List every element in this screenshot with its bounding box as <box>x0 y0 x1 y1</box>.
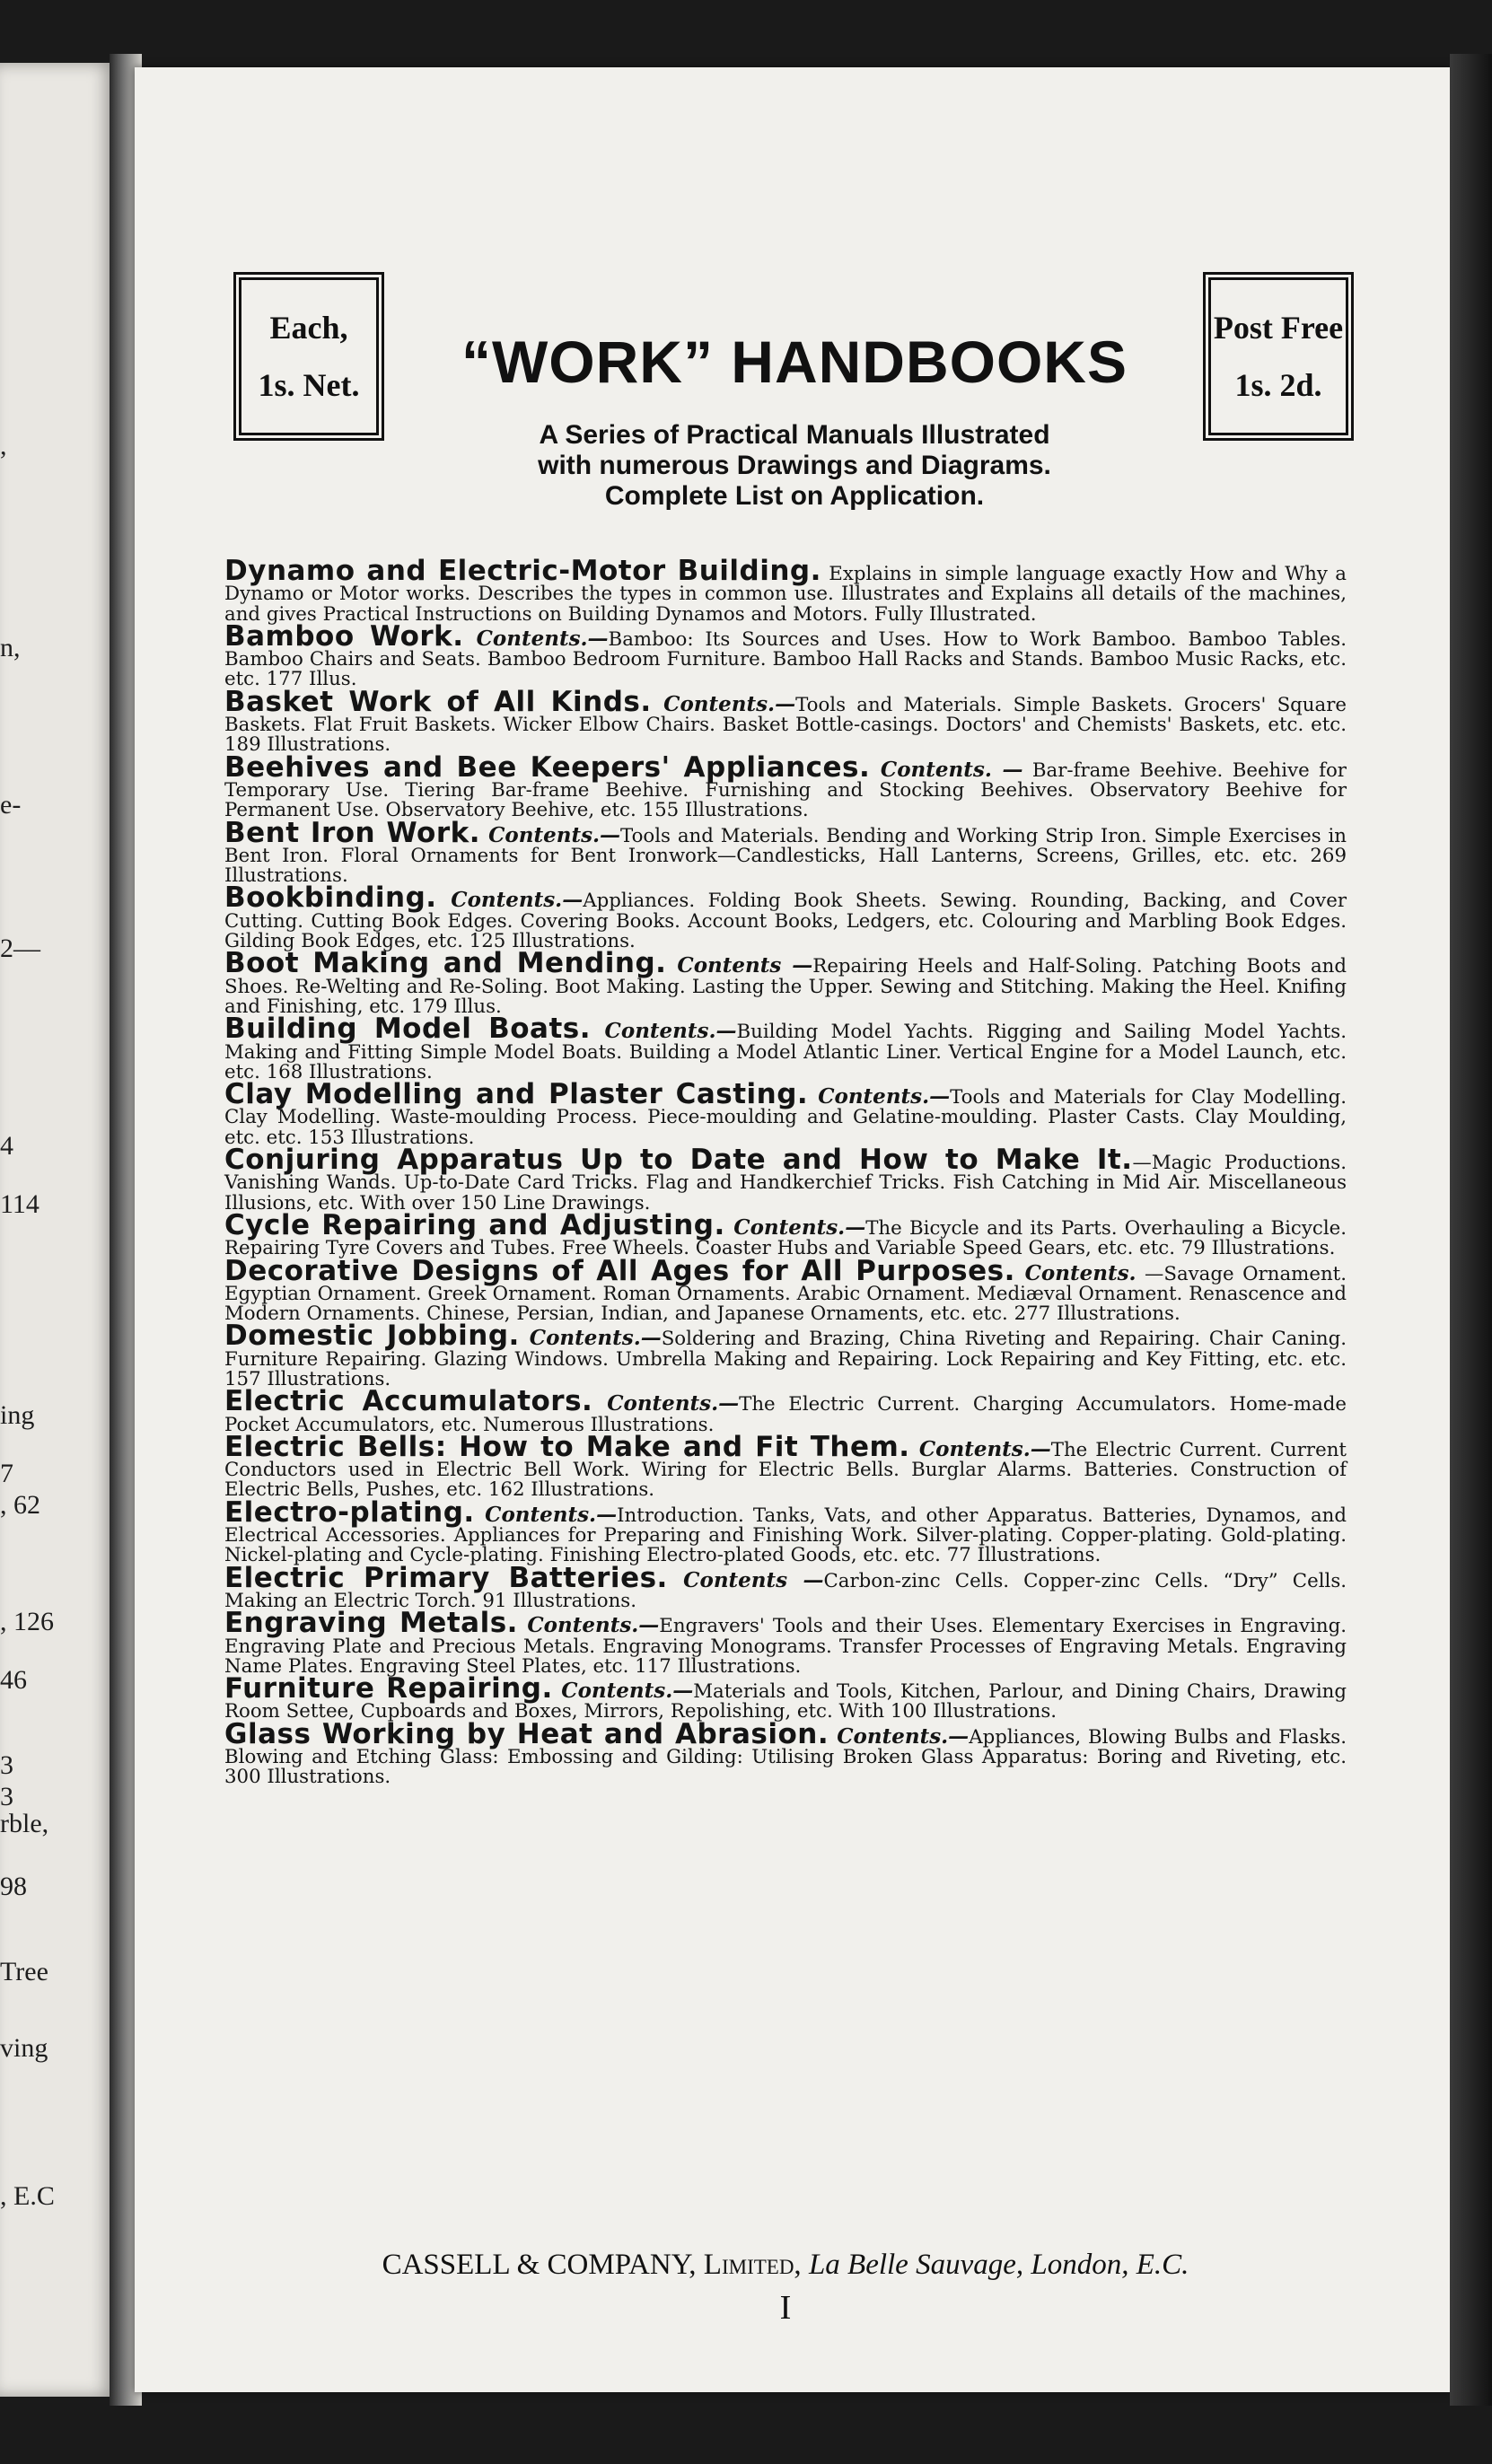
contents-label: Contents. — <box>870 757 1023 782</box>
handbook-description: Introduction. Tanks, Vats, and other Apparatus. Batteries, Dynamos, and Electrical Accessories. Appliances for Preparing and Finishing Work. Silver-plating. Copper-plating. Gold-plating. Nickel-plating and Cycle-plating. Finishing Electro-plated Goods, etc. etc. 77 Illustrations. <box>224 1504 1347 1567</box>
handbook-description: Tools and Materials for Clay Modelling. Clay Modelling. Waste-moulding Process. Piece-moulding and Gelatine-moulding. Plaster Casts. Clay Moulding, etc. etc. 153 Illustrations. <box>224 1086 1347 1149</box>
handbook-description: Materials and Tools, Kitchen, Parlour, and Dining Chairs, Drawing Room Settee, Cupboards and Boxes, Mirrors, Repolishing, etc. With 100 Illustrations. <box>224 1680 1347 1723</box>
right-edge-shadow <box>1450 54 1492 2406</box>
handbook-entry <box>224 1078 1347 1149</box>
price-box-post-line1: Post Free <box>1213 310 1344 346</box>
handbook-entry <box>224 1430 1347 1502</box>
handbook-title: Bookbinding. <box>224 881 437 915</box>
left-page-fragment: , 62 <box>0 1490 40 1520</box>
handbook-description: Bamboo: Its Sources and Uses. How to Work Bamboo. Bamboo Tables. Bamboo Chairs and Seats. Bamboo Bedroom Furniture. Bamboo Hall Racks and Stands. Bamboo Music Racks, etc. etc. 177 Illus. <box>224 627 1347 691</box>
left-page-fragment: rble, <box>0 1809 49 1838</box>
handbook-entry <box>224 555 1347 626</box>
contents-label: Contents.— <box>909 1436 1051 1461</box>
left-page-fragment: , 126 <box>0 1607 54 1636</box>
handbook-title: Furniture Repairing. <box>224 1672 553 1706</box>
handbook-title: Building Model Boats. <box>224 1013 592 1046</box>
subtitle-line1: A Series of Practical Manuals Illustrated <box>539 420 1050 450</box>
left-page-fragment: 46 <box>0 1665 27 1695</box>
contents-label: Contents.— <box>592 1391 740 1416</box>
handbook-list <box>224 555 1347 1790</box>
handbook-title: Clay Modelling and Plaster Casting. <box>224 1078 809 1111</box>
contents-label: Contents.— <box>436 888 584 913</box>
handbook-title: Domestic Jobbing. <box>224 1320 520 1353</box>
handbook-title: Electric Bells: How to Make and Fit Them. <box>224 1430 910 1463</box>
handbook-entry <box>224 816 1347 888</box>
contents-label: Contents.— <box>724 1214 866 1240</box>
subtitle-line2: with numerous Drawings and Diagrams. <box>538 451 1051 480</box>
handbook-description: Appliances. Folding Book Sheets. Sewing. Rounding, Backing, and Cover Cutting. Cutting Book Edges. Covering Books. Account Books, Ledgers, etc. Colouring and Marbling Book Edges. Gilding Book Edges, etc. 125 Illustrations. <box>224 890 1347 953</box>
contents-label: Contents. <box>1014 1260 1137 1285</box>
left-page-fragment: 3 <box>0 1750 13 1780</box>
handbook-description: Tools and Materials. Bending and Working Strip Iron. Simple Exercises in Bent Iron. Floral Ornaments for Bent Ironwork—Candlesticks, Hall Lanterns, Screens, Grilles, etc. etc. 269 Illustrations. <box>224 824 1347 888</box>
handbook-description: —Magic Productions. Vanishing Wands. Up-to-Date Card Tricks. Flag and Handkerchief Tricks. Fish Catching in Mid Air. Miscellaneous Illusions, etc. With over 150 Line Drawings. <box>224 1152 1347 1214</box>
contents-label: Contents — <box>667 1567 824 1592</box>
price-box-post-free <box>1203 272 1354 441</box>
left-page-fragment: ving <box>0 2033 48 2063</box>
handbook-title: Cycle Repairing and Adjusting. <box>224 1208 725 1241</box>
contents-label: Contents — <box>666 953 813 978</box>
publisher-limited: Limited, <box>703 2249 802 2281</box>
handbook-title: Basket Work of All Kinds. <box>224 685 652 718</box>
left-page-fragment: Tree <box>0 1957 48 1986</box>
handbook-description: Tools and Materials. Simple Baskets. Grocers' Square Baskets. Flat Fruit Baskets. Wicker Elbow Chairs. Basket Bottle-casings. Doctors' and Chemists' Baskets, etc. etc. 189 Illustrations. <box>224 693 1347 757</box>
handbook-title: Boot Making and Mending. <box>224 947 667 980</box>
page-number: I <box>779 2289 792 2327</box>
contents-label: Contents.— <box>651 691 796 716</box>
handbook-description: Appliances, Blowing Bulbs and Flasks. Blowing and Etching Glass: Embossing and Gilding: Utilising Broken Glass Apparatus: Boring and Riveting, etc. 300 Illustrations. <box>224 1725 1347 1789</box>
publisher-name: CASSELL & COMPANY, <box>382 2249 697 2281</box>
contents-label: Contents.— <box>474 1502 618 1527</box>
handbook-description: Engravers' Tools and their Uses. Elementary Exercises in Engraving. Engraving Plate and Precious Metals. Engraving Monograms. Transfer Processes of Engraving Metals. Engraving Name Plates. Engraving Steel Plates, etc. 117 Illustrations. <box>224 1615 1347 1678</box>
handbook-description: Building Model Yachts. Rigging and Sailing Model Yachts. Making and Fitting Simple Model Boats. Building a Model Atlantic Liner. Vertical Engine for a Model Launch, etc. etc. 168 Illustrations. <box>224 1021 1347 1083</box>
handbook-entry <box>224 881 1347 953</box>
handbook-entry <box>224 750 1347 822</box>
handbook-entry <box>224 1607 1347 1678</box>
handbook-entry <box>224 1208 1347 1260</box>
page-title: “WORK” HANDBOOKS <box>461 329 1128 395</box>
price-box-net <box>233 272 384 441</box>
handbook-title: Dynamo and Electric-Motor Building. <box>224 555 821 587</box>
handbook-title: Conjuring Apparatus Up to Date and How to Make It. <box>224 1144 1133 1177</box>
handbook-description: Soldering and Brazing, China Riveting and Repairing. Chair Caning. Furniture Repairing. Glazing Windows. Umbrella Making and Repairing. Lock Repairing and Key Fitting, etc. etc. 157 Illustrations. <box>224 1328 1347 1390</box>
page <box>135 67 1450 2392</box>
contents-label: Contents.— <box>808 1084 951 1109</box>
left-page-fragment: e- <box>0 790 22 820</box>
contents-label: Contents.— <box>519 1326 662 1351</box>
handbook-description: The Bicycle and its Parts. Overhauling a Bicycle. Repairing Tyre Covers and Tubes. Free Wheels. Coaster Hubs and Variable Speed Gears, etc. etc. 79 Illustrations. <box>224 1216 1347 1260</box>
contents-label: Contents.— <box>463 626 609 651</box>
left-page-fragment: 2— <box>0 934 40 963</box>
left-page-fragment: ing <box>0 1400 35 1430</box>
price-box-post-line2: 1s. 2d. <box>1234 367 1322 403</box>
handbook-entry <box>224 1495 1347 1567</box>
handbook-title: Engraving Metals. <box>224 1607 518 1640</box>
handbook-title: Bent Iron Work. <box>224 816 481 849</box>
publisher-address: La Belle Sauvage, London, E.C. <box>808 2249 1189 2281</box>
left-page-fragment: 4 <box>0 1131 13 1161</box>
contents-label: Contents.— <box>591 1019 737 1044</box>
handbook-entry <box>224 1561 1347 1612</box>
handbook-title: Electric Accumulators. <box>224 1385 593 1418</box>
subtitle-line3: Complete List on Application. <box>604 481 985 511</box>
left-page-fragment: 98 <box>0 1872 27 1901</box>
handbook-description: —Savage Ornament. Egyptian Ornament. Greek Ornament. Roman Ornaments. Arabic Ornament. Mediæval Ornament. Renascence and Modern Ornaments. Chinese, Persian, Indian, and Japanese Ornaments, etc. etc. 277 Illustrations. <box>224 1262 1347 1326</box>
handbook-description: The Electric Current. Current Conductors used in Electric Bell Work. Wiring for Electric Bells. Burglar Alarms. Batteries. Construction of Electric Bells, Pushes, etc. 162 Illustrations. <box>224 1438 1347 1502</box>
handbook-entry <box>224 1672 1347 1723</box>
handbook-entry <box>224 1013 1347 1083</box>
left-page-fragment: 7 <box>0 1459 13 1488</box>
price-box-net-line2: 1s. Net. <box>258 367 360 403</box>
price-box-net-line1: Each, <box>269 310 348 346</box>
handbook-description: Carbon-zinc Cells. Copper-zinc Cells. “Dry” Cells. Making an Electric Torch. 91 Illustrations. <box>224 1569 1347 1612</box>
handbook-title: Bamboo Work. <box>224 619 464 653</box>
left-page-fragment: , <box>0 431 7 460</box>
handbook-title: Decorative Designs of All Ages for All Purposes. <box>224 1254 1015 1287</box>
contents-label: Contents.— <box>552 1679 694 1704</box>
handbook-entry <box>224 619 1347 691</box>
publisher-imprint <box>224 2249 1347 2282</box>
left-page-fragment: 3 <box>0 1782 13 1811</box>
handbook-description: Repairing Heels and Half-Soling. Patching Boots and Shoes. Re-Welting and Re-Soling. Boot Making. Lasting the Upper. Sewing and Stitching. Making the Heel. Knifing and Finishing, etc. 179 Illus. <box>224 955 1347 1018</box>
handbook-title: Glass Working by Heat and Abrasion. <box>224 1717 829 1750</box>
handbook-description: Bar-frame Beehive. Beehive for Temporary Use. Tiering Bar-frame Beehive. Furnishing and Stocking Beehives. Observatory Beehive for Permanent Use. Observatory Beehive, etc. 155 Illustrations. <box>224 758 1347 822</box>
handbook-entry <box>224 685 1347 757</box>
handbook-description: The Electric Current. Charging Accumulators. Home-made Pocket Accumulators, etc. Numerous Illustrations. <box>224 1393 1347 1436</box>
handbook-entry <box>224 1717 1347 1789</box>
handbook-entry <box>224 1320 1347 1390</box>
handbook-entry <box>224 1254 1347 1326</box>
handbook-description: Explains in simple language exactly How and Why a Dynamo or Motor works. Describes the types in common use. Illustrates and Explains all details of the machines, and gives Practical Instructions on Building Dynamos and Motors. Fully Illustrated. <box>224 563 1347 626</box>
contents-label: Contents.— <box>829 1723 970 1749</box>
subtitle <box>404 420 1185 512</box>
contents-label: Contents.— <box>480 822 621 847</box>
handbook-entry <box>224 1385 1347 1436</box>
left-page-fragment: , E.C <box>0 2181 55 2211</box>
handbook-entry <box>224 947 1347 1018</box>
handbook-title: Electro-plating. <box>224 1495 475 1529</box>
handbook-title: Electric Primary Batteries. <box>224 1561 668 1594</box>
left-page-fragment: 114 <box>0 1189 39 1219</box>
contents-label: Contents.— <box>517 1613 660 1638</box>
handbook-title: Beehives and Bee Keepers' Appliances. <box>224 750 871 784</box>
handbook-entry <box>224 1144 1347 1214</box>
left-page-fragment: n, <box>0 633 21 662</box>
